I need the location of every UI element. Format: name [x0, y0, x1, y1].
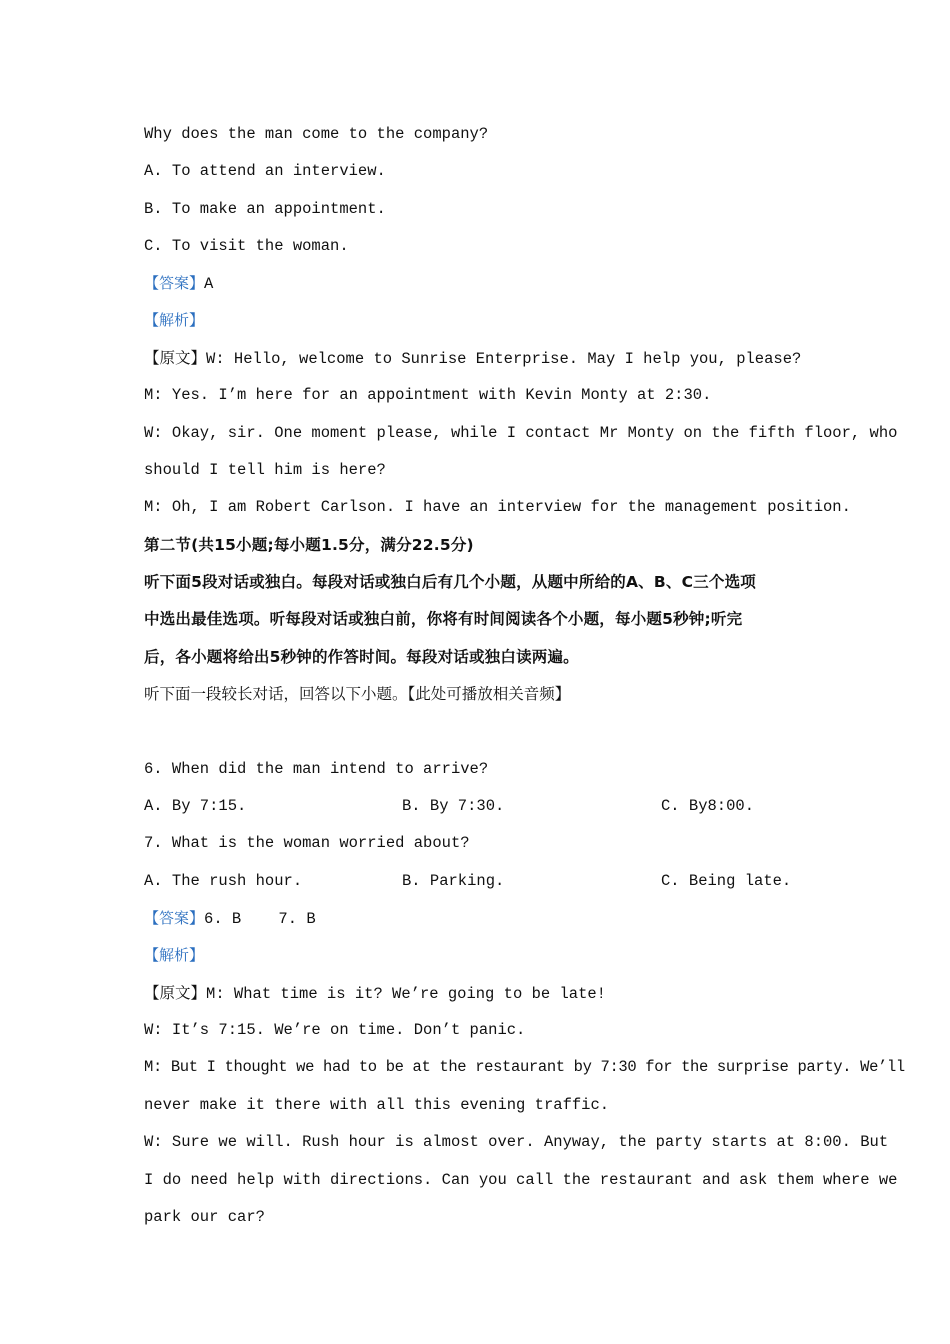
- question-6-text: 6. When did the man intend to arrive?: [144, 760, 489, 778]
- answer-tag: 【答案】: [144, 909, 205, 927]
- transcript-tag: 【原文】: [144, 349, 207, 367]
- transcript-line: W: Okay, sir. One moment please, while I contact Mr Monty on the fifth floor, who: [144, 424, 898, 442]
- answer-line: [144, 273, 213, 293]
- transcript-tag: 【原文】: [144, 984, 207, 1002]
- question-7-text: 7. What is the woman worried about?: [144, 834, 470, 852]
- q6-option-c: C. By8:00.: [661, 797, 755, 815]
- q7-option-c: C. Being late.: [661, 872, 792, 890]
- transcript-line: should I tell him is here?: [144, 461, 386, 479]
- option-c: C. To visit the woman.: [144, 237, 349, 255]
- transcript-line: M: Yes. I’m here for an appointment with Kevin Monty at 2:30.: [144, 386, 712, 404]
- transcript-line: park our car?: [144, 1208, 265, 1226]
- instruction-line: 后，各小题将给出5秒钟的作答时间。每段对话或独白读两遍。: [144, 648, 579, 666]
- listen-prompt: 听下面一段较长对话，回答以下小题。【此处可播放相关音频】: [144, 685, 571, 703]
- instruction-line: 听下面5段对话或独白。每段对话或独白后有几个小题，从题中所给的A、B、C三个选项: [144, 573, 756, 591]
- q6-option-b: B. By 7:30.: [402, 797, 505, 815]
- transcript-line: W: It’s 7:15. We’re on time. Don’t panic.: [144, 1021, 526, 1039]
- option-b: B. To make an appointment.: [144, 200, 386, 218]
- analysis-tag: 【解析】: [144, 946, 205, 964]
- answer-value: 6. B 7. B: [204, 910, 316, 928]
- q7-option-a: A. The rush hour.: [144, 872, 303, 890]
- section-heading: 第二节(共15小题;每小题1.5分，满分22.5分): [144, 536, 474, 554]
- instruction-line: 中选出最佳选项。听每段对话或独白前，你将有时间阅读各个小题，每小题5秒钟;听完: [144, 610, 743, 628]
- transcript-line: M: Oh, I am Robert Carlson. I have an interview for the management position.: [144, 498, 851, 516]
- transcript-text: M: What time is it? We’re going to be late!: [206, 985, 606, 1003]
- answer-tag: 【答案】: [144, 274, 205, 292]
- transcript-line: I do need help with directions. Can you call the restaurant and ask them where we: [144, 1171, 898, 1189]
- transcript-line: W: Sure we will. Rush hour is almost over. Anyway, the party starts at 8:00. But: [144, 1133, 889, 1151]
- q6-option-a: A. By 7:15.: [144, 797, 247, 815]
- transcript-line: never make it there with all this evening traffic.: [144, 1096, 610, 1114]
- answer-value: A: [204, 275, 214, 293]
- q7-option-b: B. Parking.: [402, 872, 505, 890]
- transcript-text: W: Hello, welcome to Sunrise Enterprise. May I help you, please?: [206, 350, 802, 368]
- option-a: A. To attend an interview.: [144, 162, 386, 180]
- transcript-line: [144, 348, 801, 368]
- transcript-line: M: But I thought we had to be at the restaurant by 7:30 for the surprise party. We’ll: [144, 1058, 905, 1076]
- analysis-tag: 【解析】: [144, 311, 205, 329]
- question-5-text: Why does the man come to the company?: [144, 125, 489, 143]
- answer-line: [144, 908, 316, 928]
- transcript-line: [144, 983, 606, 1003]
